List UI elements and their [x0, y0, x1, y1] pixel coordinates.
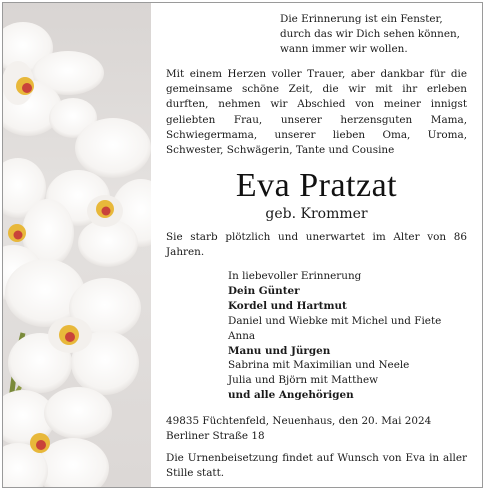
mourner-line: Manu und Jürgen: [228, 344, 331, 357]
poem-line: durch das wir Dich sehen können,: [280, 28, 460, 40]
mourner-line: Sabrina mit Maximilian und Neele: [228, 359, 410, 372]
mourner-line: Daniel und Wiebke mit Michel und Fiete: [228, 314, 442, 327]
street-address: Berliner Straße 18: [166, 429, 265, 442]
intro-paragraph: Mit einem Herzen voller Trauer, aber dankbar für die gemeinsame schöne Zeit, die wir mit ihr erleben durften, nehmen wir Abschied von meiner innigst geliebten Frau, unserer herzensguten Mama, Schwiegermama, unserer lieben Oma, Uroma, Schwester, Schwägerin, Tante und Cousine: [166, 68, 467, 157]
deceased-name: Eva Pratzat: [235, 167, 398, 204]
obituary-notice: [2, 2, 483, 488]
mourner-line: und alle Angehörigen: [228, 389, 354, 402]
maiden-name: geb. Krommer: [265, 206, 368, 222]
place-and-address: [166, 414, 467, 444]
mourner-line: Julia und Björn mit Matthew: [228, 374, 378, 387]
death-note: Sie starb plötzlich und unerwartet im Alter von 86 Jahren.: [166, 231, 467, 259]
poem-line: wann immer wir wollen.: [280, 43, 408, 55]
obituary-text: [166, 3, 467, 487]
orchid-4: [5, 259, 141, 395]
orchid-5: [3, 387, 112, 487]
poem: [280, 12, 480, 57]
mourner-line: In liebevoller Erinnerung: [228, 270, 362, 282]
orchid-1: [3, 22, 104, 138]
mourner-line: Kordel und Hartmut: [228, 299, 347, 312]
closing-note: Die Urnenbeisetzung findet auf Wunsch von Eva in aller Stille statt.: [166, 452, 467, 479]
orchid-photo: [3, 3, 151, 487]
place-date: 49835 Füchtenfeld, Neuenhaus, den 20. Mai 2024: [166, 415, 432, 427]
orchid-flowers-image: [3, 3, 151, 487]
mourner-line: Anna: [228, 329, 256, 342]
mourners-list: [228, 269, 468, 403]
mourner-line: Dein Günter: [228, 284, 300, 297]
poem-line: Die Erinnerung ist ein Fenster,: [280, 13, 443, 25]
